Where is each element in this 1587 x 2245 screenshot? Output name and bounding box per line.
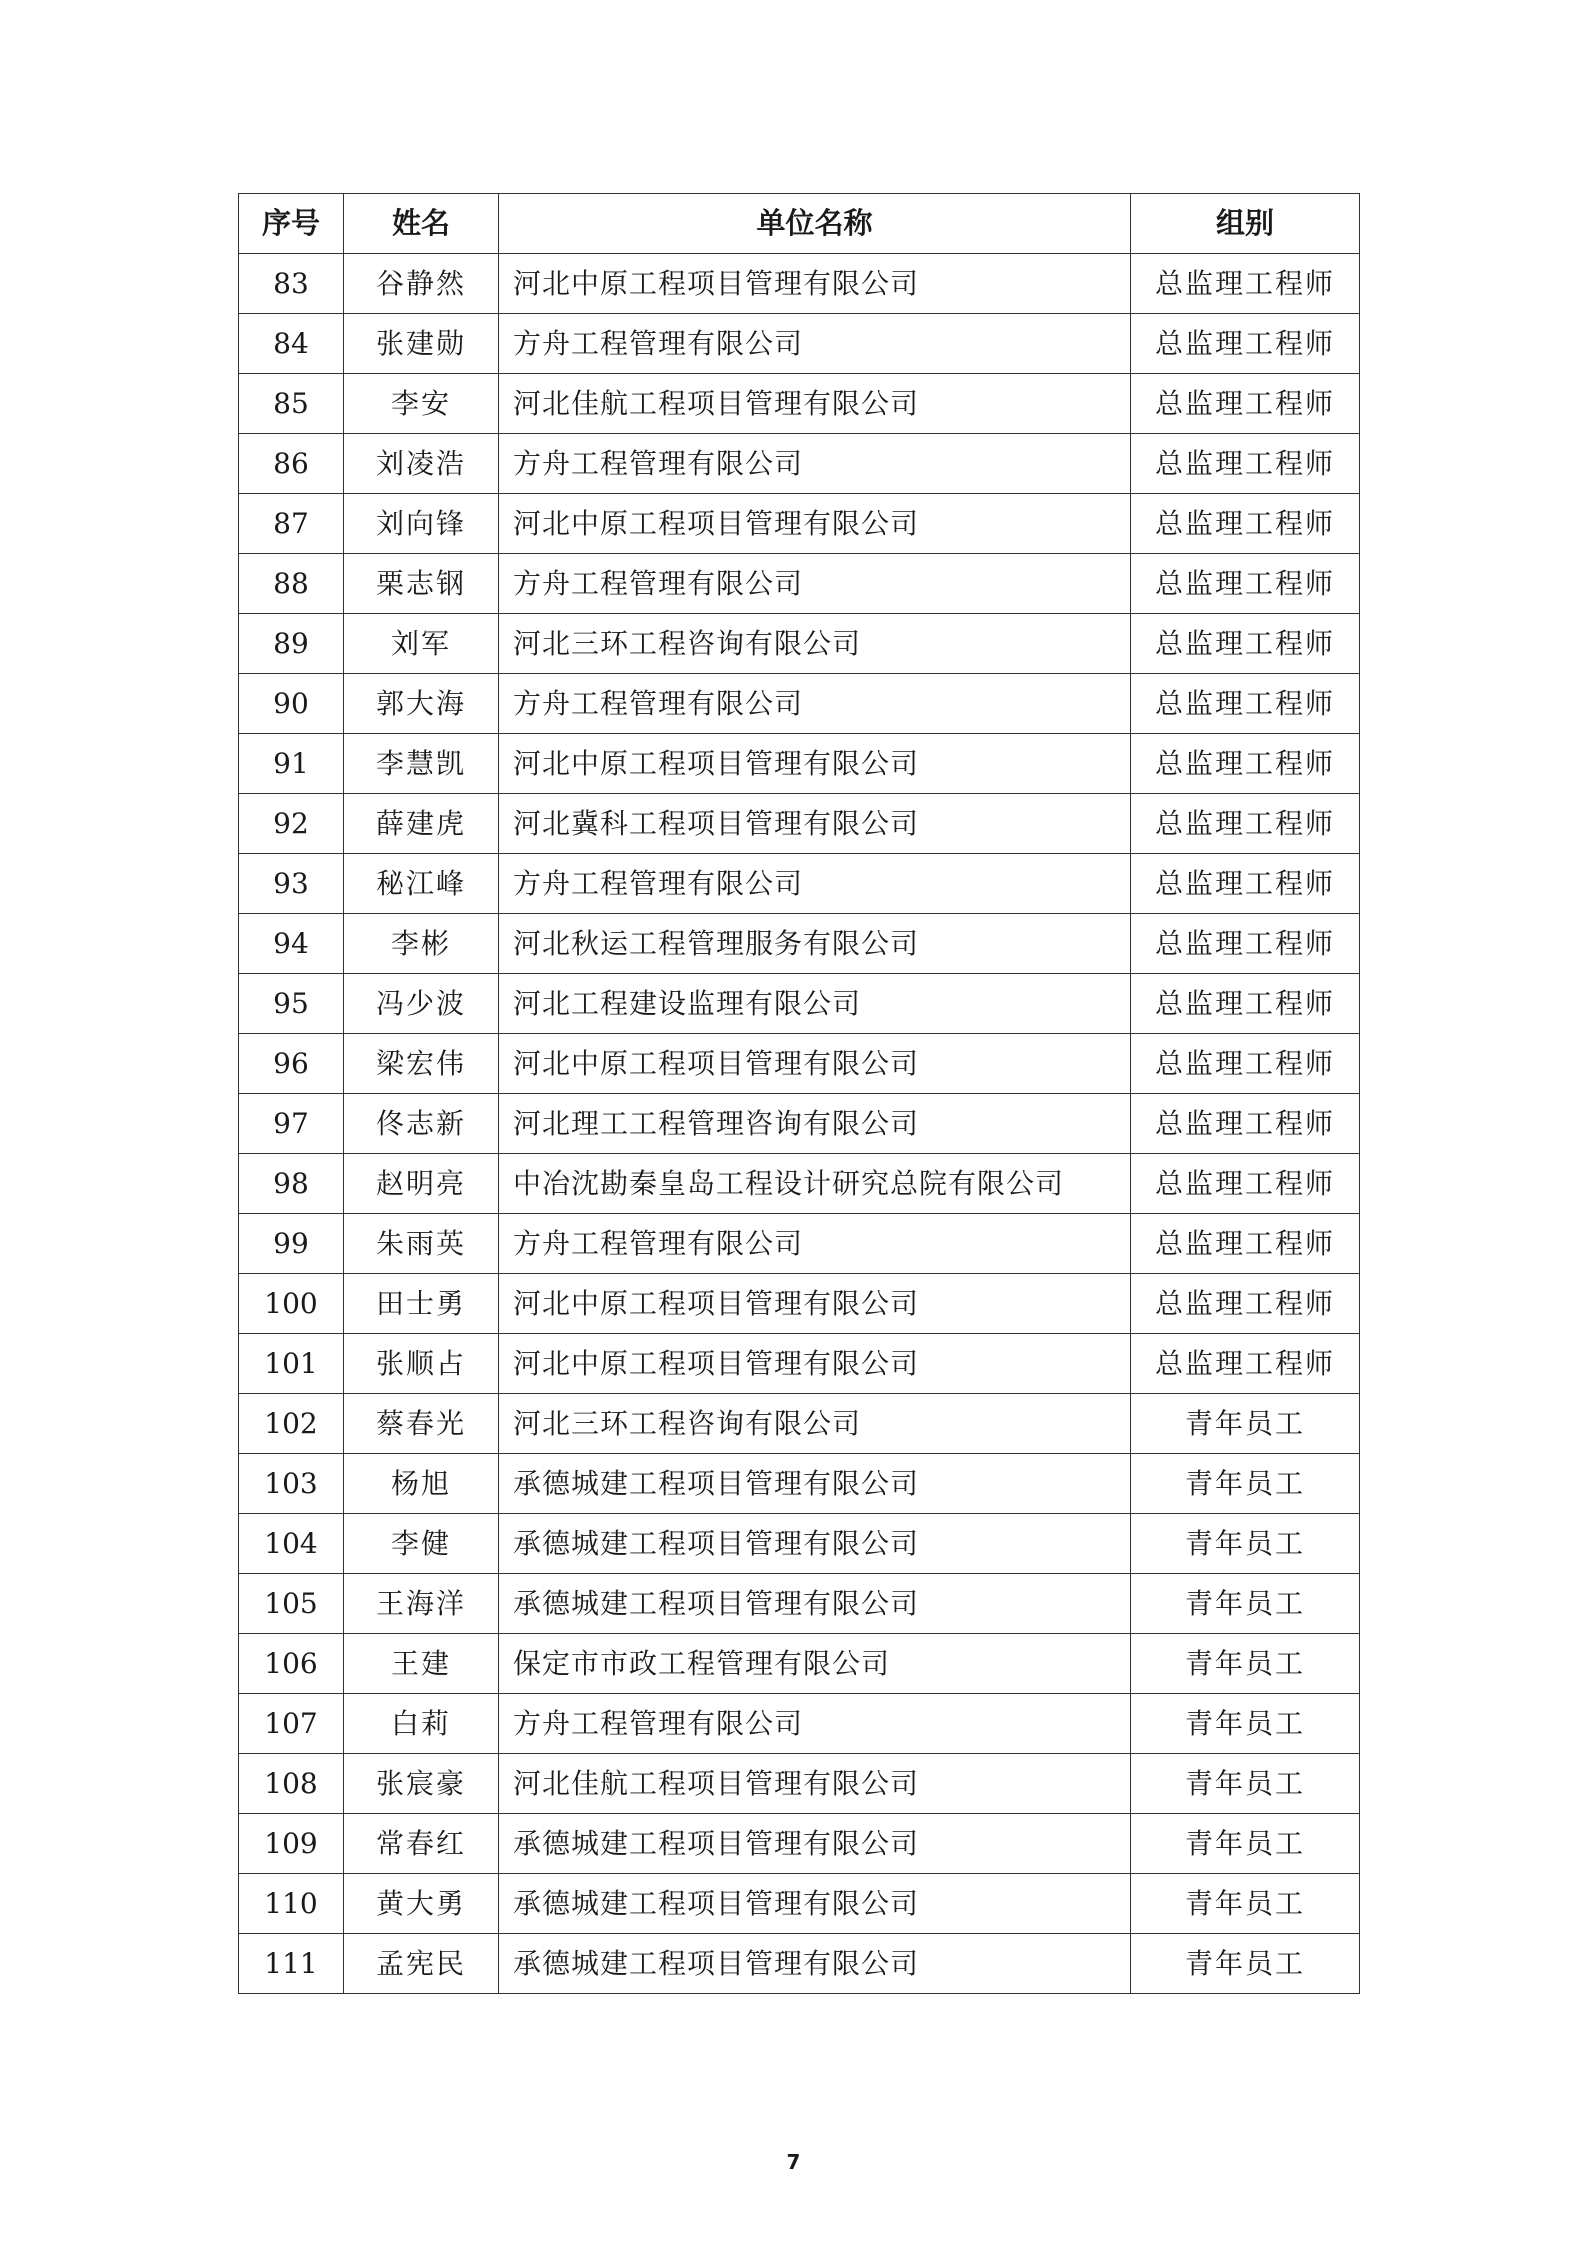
cell-unit: 河北佳航工程项目管理有限公司 xyxy=(499,374,1131,434)
cell-no: 110 xyxy=(239,1874,344,1934)
cell-group: 总监理工程师 xyxy=(1131,674,1360,734)
table-row xyxy=(239,1334,1360,1394)
cell-unit: 方舟工程管理有限公司 xyxy=(499,674,1131,734)
cell-unit: 河北理工工程管理咨询有限公司 xyxy=(499,1094,1131,1154)
cell-unit: 承德城建工程项目管理有限公司 xyxy=(499,1574,1131,1634)
cell-no: 109 xyxy=(239,1814,344,1874)
header-group: 组别 xyxy=(1131,194,1360,254)
table-row xyxy=(239,794,1360,854)
cell-unit: 承德城建工程项目管理有限公司 xyxy=(499,1934,1131,1994)
cell-name: 朱雨英 xyxy=(344,1214,499,1274)
cell-group: 总监理工程师 xyxy=(1131,494,1360,554)
table-row xyxy=(239,1754,1360,1814)
cell-name: 王建 xyxy=(344,1634,499,1694)
cell-group: 总监理工程师 xyxy=(1131,914,1360,974)
cell-group: 青年员工 xyxy=(1131,1694,1360,1754)
cell-name: 蔡春光 xyxy=(344,1394,499,1454)
cell-group: 总监理工程师 xyxy=(1131,554,1360,614)
table-body xyxy=(239,254,1360,1994)
cell-no: 94 xyxy=(239,914,344,974)
cell-name: 白莉 xyxy=(344,1694,499,1754)
cell-no: 108 xyxy=(239,1754,344,1814)
table-row xyxy=(239,1214,1360,1274)
cell-unit: 河北冀科工程项目管理有限公司 xyxy=(499,794,1131,854)
cell-no: 97 xyxy=(239,1094,344,1154)
cell-group: 总监理工程师 xyxy=(1131,1274,1360,1334)
table-row xyxy=(239,1454,1360,1514)
cell-group: 青年员工 xyxy=(1131,1754,1360,1814)
cell-group: 总监理工程师 xyxy=(1131,374,1360,434)
cell-unit: 方舟工程管理有限公司 xyxy=(499,554,1131,614)
cell-unit: 河北佳航工程项目管理有限公司 xyxy=(499,1754,1131,1814)
cell-unit: 中冶沈勘秦皇岛工程设计研究总院有限公司 xyxy=(499,1154,1131,1214)
cell-group: 青年员工 xyxy=(1131,1814,1360,1874)
cell-name: 李慧凯 xyxy=(344,734,499,794)
cell-group: 总监理工程师 xyxy=(1131,1094,1360,1154)
table-row xyxy=(239,1034,1360,1094)
cell-no: 92 xyxy=(239,794,344,854)
table-row xyxy=(239,1814,1360,1874)
cell-no: 87 xyxy=(239,494,344,554)
table-row xyxy=(239,674,1360,734)
cell-no: 101 xyxy=(239,1334,344,1394)
table-row xyxy=(239,554,1360,614)
cell-unit: 方舟工程管理有限公司 xyxy=(499,854,1131,914)
cell-group: 青年员工 xyxy=(1131,1874,1360,1934)
cell-name: 黄大勇 xyxy=(344,1874,499,1934)
cell-name: 梁宏伟 xyxy=(344,1034,499,1094)
table-row xyxy=(239,1574,1360,1634)
cell-unit: 保定市市政工程管理有限公司 xyxy=(499,1634,1131,1694)
cell-unit: 河北三环工程咨询有限公司 xyxy=(499,1394,1131,1454)
cell-group: 总监理工程师 xyxy=(1131,614,1360,674)
cell-no: 102 xyxy=(239,1394,344,1454)
table-row xyxy=(239,1274,1360,1334)
cell-unit: 河北秋运工程管理服务有限公司 xyxy=(499,914,1131,974)
cell-no: 93 xyxy=(239,854,344,914)
table-row xyxy=(239,914,1360,974)
cell-name: 薛建虎 xyxy=(344,794,499,854)
cell-group: 青年员工 xyxy=(1131,1634,1360,1694)
table-row xyxy=(239,614,1360,674)
cell-name: 张宸豪 xyxy=(344,1754,499,1814)
cell-no: 98 xyxy=(239,1154,344,1214)
table-row xyxy=(239,1934,1360,1994)
table-row xyxy=(239,1514,1360,1574)
cell-no: 91 xyxy=(239,734,344,794)
table-row xyxy=(239,434,1360,494)
table-row xyxy=(239,1094,1360,1154)
cell-no: 86 xyxy=(239,434,344,494)
table-row xyxy=(239,1874,1360,1934)
cell-group: 青年员工 xyxy=(1131,1394,1360,1454)
cell-name: 赵明亮 xyxy=(344,1154,499,1214)
cell-group: 青年员工 xyxy=(1131,1514,1360,1574)
cell-no: 88 xyxy=(239,554,344,614)
cell-group: 总监理工程师 xyxy=(1131,1334,1360,1394)
cell-group: 总监理工程师 xyxy=(1131,434,1360,494)
cell-unit: 承德城建工程项目管理有限公司 xyxy=(499,1454,1131,1514)
cell-no: 90 xyxy=(239,674,344,734)
cell-name: 李彬 xyxy=(344,914,499,974)
cell-name: 佟志新 xyxy=(344,1094,499,1154)
table-row xyxy=(239,374,1360,434)
cell-unit: 河北工程建设监理有限公司 xyxy=(499,974,1131,1034)
cell-group: 总监理工程师 xyxy=(1131,974,1360,1034)
cell-name: 刘凌浩 xyxy=(344,434,499,494)
cell-group: 总监理工程师 xyxy=(1131,1214,1360,1274)
header-unit: 单位名称 xyxy=(499,194,1131,254)
cell-no: 100 xyxy=(239,1274,344,1334)
cell-unit: 方舟工程管理有限公司 xyxy=(499,314,1131,374)
cell-unit: 河北中原工程项目管理有限公司 xyxy=(499,1034,1131,1094)
cell-no: 95 xyxy=(239,974,344,1034)
cell-no: 105 xyxy=(239,1574,344,1634)
cell-no: 84 xyxy=(239,314,344,374)
cell-no: 111 xyxy=(239,1934,344,1994)
cell-no: 104 xyxy=(239,1514,344,1574)
table-row xyxy=(239,1694,1360,1754)
cell-no: 85 xyxy=(239,374,344,434)
header-no: 序号 xyxy=(239,194,344,254)
cell-name: 冯少波 xyxy=(344,974,499,1034)
header-name: 姓名 xyxy=(344,194,499,254)
cell-name: 常春红 xyxy=(344,1814,499,1874)
table-row xyxy=(239,1634,1360,1694)
table-row xyxy=(239,854,1360,914)
cell-unit: 河北中原工程项目管理有限公司 xyxy=(499,494,1131,554)
cell-group: 青年员工 xyxy=(1131,1574,1360,1634)
table-row xyxy=(239,254,1360,314)
cell-name: 张建勋 xyxy=(344,314,499,374)
cell-name: 孟宪民 xyxy=(344,1934,499,1994)
cell-group: 青年员工 xyxy=(1131,1934,1360,1994)
cell-unit: 承德城建工程项目管理有限公司 xyxy=(499,1874,1131,1934)
cell-name: 李健 xyxy=(344,1514,499,1574)
cell-group: 总监理工程师 xyxy=(1131,1034,1360,1094)
cell-group: 青年员工 xyxy=(1131,1454,1360,1514)
cell-no: 99 xyxy=(239,1214,344,1274)
cell-no: 106 xyxy=(239,1634,344,1694)
cell-unit: 河北中原工程项目管理有限公司 xyxy=(499,254,1131,314)
cell-name: 田士勇 xyxy=(344,1274,499,1334)
cell-no: 107 xyxy=(239,1694,344,1754)
cell-group: 总监理工程师 xyxy=(1131,254,1360,314)
table-row xyxy=(239,974,1360,1034)
cell-unit: 河北中原工程项目管理有限公司 xyxy=(499,1334,1131,1394)
roster-table xyxy=(238,193,1360,1994)
cell-unit: 河北三环工程咨询有限公司 xyxy=(499,614,1131,674)
cell-unit: 方舟工程管理有限公司 xyxy=(499,1214,1131,1274)
cell-name: 张顺占 xyxy=(344,1334,499,1394)
cell-no: 96 xyxy=(239,1034,344,1094)
table-row xyxy=(239,734,1360,794)
table-row xyxy=(239,494,1360,554)
cell-name: 郭大海 xyxy=(344,674,499,734)
cell-name: 杨旭 xyxy=(344,1454,499,1514)
cell-group: 总监理工程师 xyxy=(1131,314,1360,374)
cell-no: 103 xyxy=(239,1454,344,1514)
cell-group: 总监理工程师 xyxy=(1131,794,1360,854)
cell-unit: 方舟工程管理有限公司 xyxy=(499,1694,1131,1754)
cell-no: 83 xyxy=(239,254,344,314)
page-number: 7 xyxy=(786,2150,801,2174)
table-row xyxy=(239,1154,1360,1214)
table-row xyxy=(239,314,1360,374)
cell-name: 秘江峰 xyxy=(344,854,499,914)
cell-name: 栗志钢 xyxy=(344,554,499,614)
cell-group: 总监理工程师 xyxy=(1131,854,1360,914)
cell-unit: 河北中原工程项目管理有限公司 xyxy=(499,1274,1131,1334)
cell-name: 李安 xyxy=(344,374,499,434)
table-header-row xyxy=(239,194,1360,254)
cell-name: 王海洋 xyxy=(344,1574,499,1634)
cell-no: 89 xyxy=(239,614,344,674)
cell-group: 总监理工程师 xyxy=(1131,734,1360,794)
cell-name: 刘向锋 xyxy=(344,494,499,554)
cell-unit: 方舟工程管理有限公司 xyxy=(499,434,1131,494)
cell-name: 谷静然 xyxy=(344,254,499,314)
cell-unit: 河北中原工程项目管理有限公司 xyxy=(499,734,1131,794)
cell-name: 刘军 xyxy=(344,614,499,674)
cell-unit: 承德城建工程项目管理有限公司 xyxy=(499,1514,1131,1574)
table-row xyxy=(239,1394,1360,1454)
cell-group: 总监理工程师 xyxy=(1131,1154,1360,1214)
cell-unit: 承德城建工程项目管理有限公司 xyxy=(499,1814,1131,1874)
